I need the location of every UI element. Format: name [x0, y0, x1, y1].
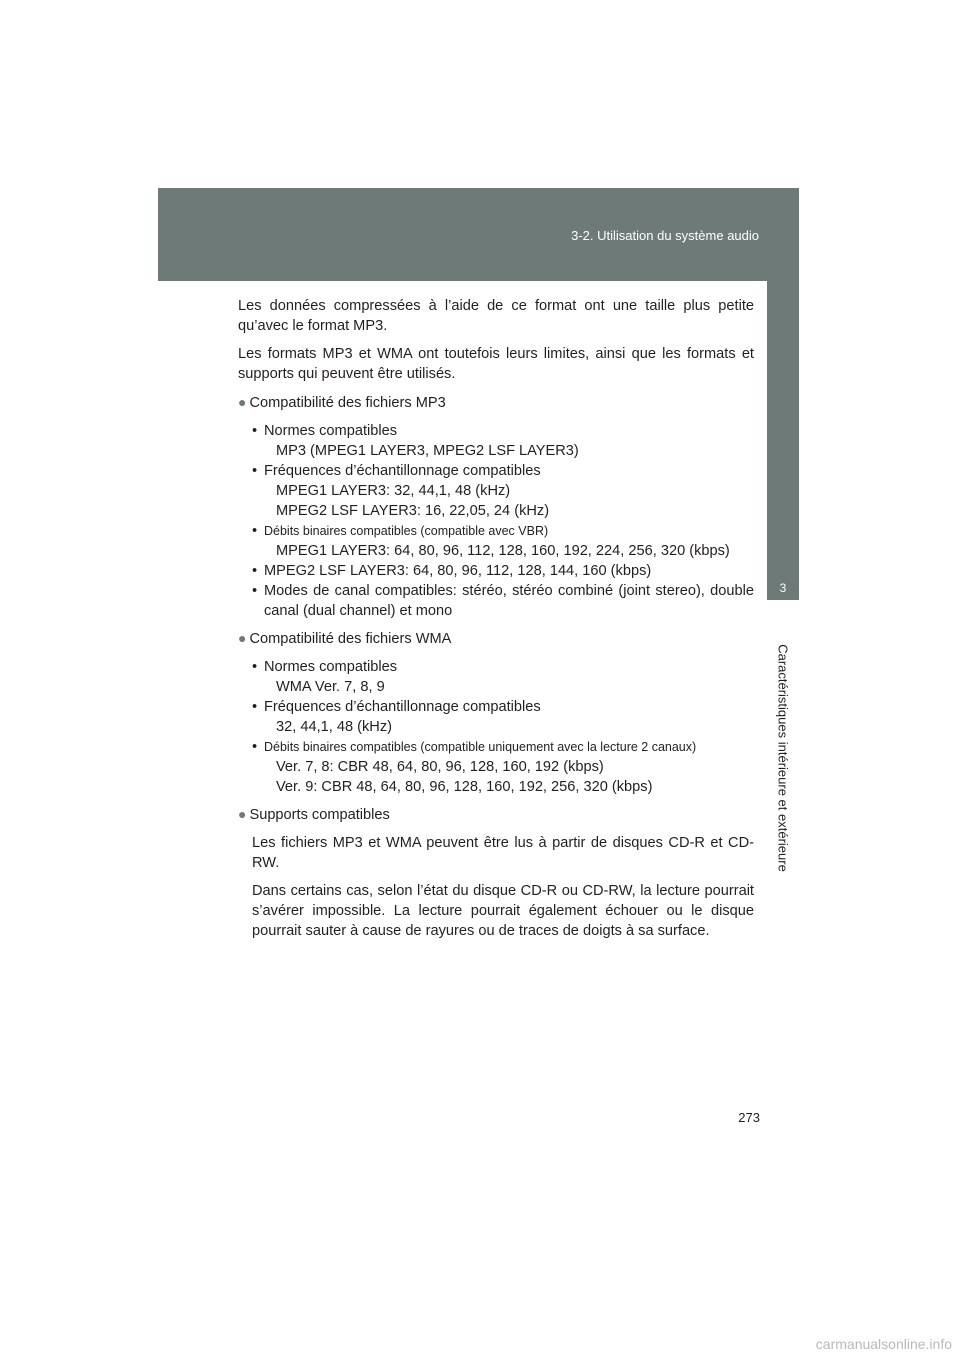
list-item: [252, 461, 754, 521]
item-label: Normes compatibles: [264, 659, 398, 675]
item-detail: MP3 (MPEG1 LAYER3, MPEG2 LSF LAYER3): [276, 443, 579, 459]
mp3-heading-text: Compatibilité des fichiers MP3: [249, 395, 446, 411]
item-label: Normes compatibles: [264, 423, 398, 439]
item-detail: WMA Ver. 7, 8, 9: [276, 679, 385, 695]
section-title: 3-2. Utilisation du système audio: [571, 228, 759, 243]
list-item: [252, 737, 754, 797]
item-label: Fréquences d’échantillonnage compatibles: [264, 463, 541, 479]
page-number: 273: [738, 1110, 760, 1125]
chapter-title-text: Caractéristiques intérieure et extérieure: [775, 644, 791, 872]
item-detail: 32, 44,1, 48 (kHz): [276, 719, 392, 735]
bullet-dot-icon: •: [252, 563, 258, 579]
bullet-dot-icon: •: [252, 423, 258, 439]
circle-bullet-icon: ●: [238, 630, 247, 646]
chapter-tab: [767, 281, 799, 600]
wma-heading-text: Compatibilité des fichiers WMA: [249, 631, 452, 647]
mp3-list: [252, 421, 754, 621]
bullet-dot-icon: •: [252, 523, 258, 539]
item-label: MPEG2 LSF LAYER3: 64, 80, 96, 112, 128, 144, 160 (kbps): [264, 563, 652, 579]
chapter-number: 3: [779, 581, 787, 595]
supports-heading: [238, 804, 754, 825]
list-item: [252, 581, 754, 621]
bullet-dot-icon: •: [252, 583, 258, 599]
item-detail: Ver. 9: CBR 48, 64, 80, 96, 128, 160, 192, 256, 320 (kbps): [276, 779, 653, 795]
bullet-dot-icon: •: [252, 699, 258, 715]
supports-paragraph: Dans certains cas, selon l’état du disque CD-R ou CD-RW, la lecture pourrait s’avérer impossible. La lecture pourrait également échouer ou le disque pourrait sauter à cause de rayures ou de traces de doigts à sa surface.: [252, 883, 754, 939]
bullet-dot-icon: •: [252, 463, 258, 479]
item-detail: Ver. 7, 8: CBR 48, 64, 80, 96, 128, 160, 192 (kbps): [276, 759, 604, 775]
list-item: [252, 697, 754, 737]
item-label: Modes de canal compatibles: stéréo, stéréo combiné (joint stereo), double canal (dual channel) et mono: [264, 583, 754, 619]
list-item: [252, 657, 754, 697]
wma-heading: [238, 628, 754, 649]
circle-bullet-icon: ●: [238, 394, 247, 410]
item-label: Fréquences d’échantillonnage compatibles: [264, 699, 541, 715]
supports-paragraph: Les fichiers MP3 et WMA peuvent être lus à partir de disques CD-R et CD-RW.: [252, 835, 754, 871]
chapter-title: [774, 632, 792, 884]
page-content: [238, 296, 754, 949]
mp3-heading: [238, 392, 754, 413]
intro-paragraph: Les formats MP3 et WMA ont toutefois leurs limites, ainsi que les formats et supports qui peuvent être utilisés.: [238, 346, 754, 382]
bullet-dot-icon: •: [252, 739, 258, 755]
item-detail: MPEG2 LSF LAYER3: 16, 22,05, 24 (kHz): [276, 503, 550, 519]
circle-bullet-icon: ●: [238, 806, 247, 822]
header-band: [158, 188, 799, 281]
list-item: [252, 421, 754, 461]
intro-paragraph: Les données compressées à l’aide de ce format ont une taille plus petite qu’avec le format MP3.: [238, 298, 754, 334]
item-label: Débits binaires compatibles (compatible avec VBR): [264, 524, 549, 538]
bullet-dot-icon: •: [252, 659, 258, 675]
wma-list: [252, 657, 754, 797]
list-item: [252, 521, 754, 561]
item-detail: MPEG1 LAYER3: 32, 44,1, 48 (kHz): [276, 483, 511, 499]
supports-heading-text: Supports compatibles: [249, 807, 390, 823]
watermark: carmanualsonline.info: [815, 1336, 952, 1352]
list-item: [252, 561, 754, 581]
item-label: Débits binaires compatibles (compatible uniquement avec la lecture 2 canaux): [264, 740, 697, 754]
item-detail: MPEG1 LAYER3: 64, 80, 96, 112, 128, 160, 192, 224, 256, 320 (kbps): [276, 543, 730, 559]
